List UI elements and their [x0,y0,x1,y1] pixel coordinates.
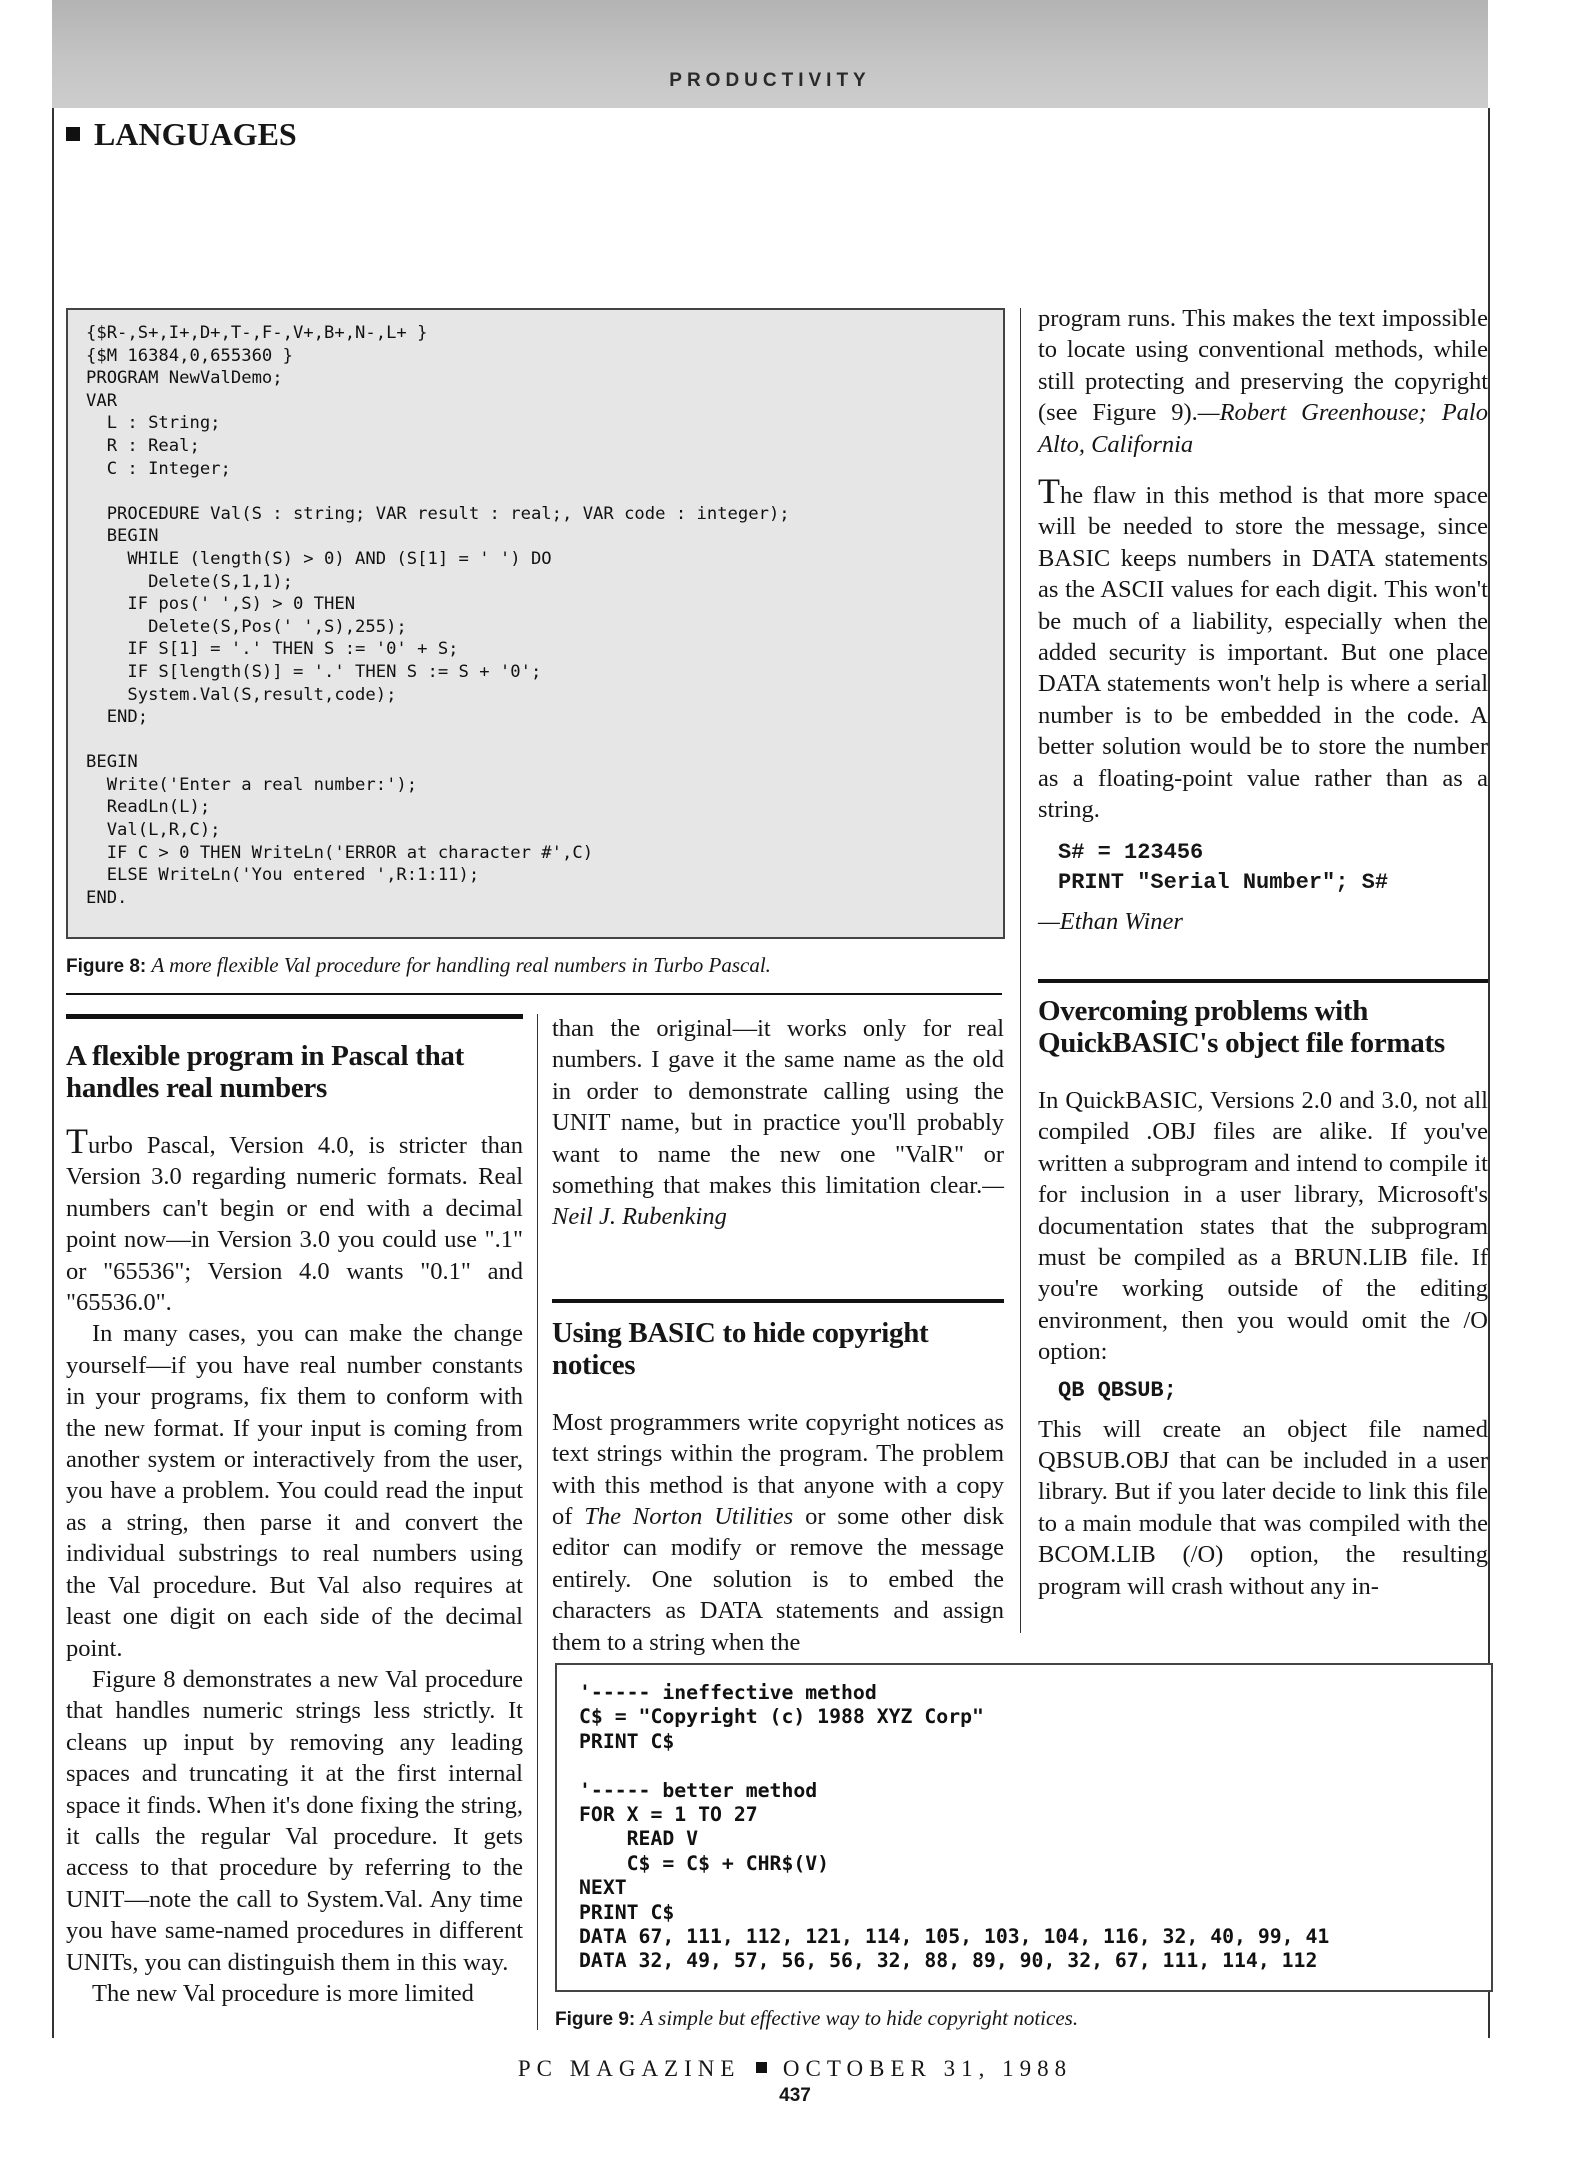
figure-8-code-listing [66,308,1005,939]
figure-8-rule [66,993,1002,995]
qb-command-code: QB QBSUB; [1058,1377,1177,1403]
paragraph [1038,471,1488,825]
figure-8-code: {$R-,S+,I+,D+,T-,F-,V+,B+,N-,L+ } {$M 16384,0,655360 } PROGRAM NewValDemo; VAR L : String; R : Real; C : Integer; PROCEDURE Val(S : string; VAR result : real;, VAR code : integer); BEGIN WHILE (length(S) > 0) AND (S[1] = ' ') DO Delete(S,1,1); IF pos(' ',S) > 0 THEN Delete(S,Pos(' ',S),255); IF S[1] = '.' THEN S := '0' + S; IF S[length(S)] = '.' THEN S := S + '0'; System.Val(S,result,code); END; BEGIN Write('Enter a real number:'); ReadLn(L); Val(L,R,C); IF C > 0 THEN WriteLn('ERROR at character #',C) ELSE WriteLn('You entered ',R:1:11); END. [86,323,790,908]
figure-8-caption [66,953,771,978]
left-margin-rule [52,108,54,2038]
paragraph-text: or some other disk editor can modify or remove the message entirely. One solution is to embed the characters as DATA statements and assign them to a string when the [552,1503,1004,1656]
paragraph: In many cases, you can make the change yourself—if you have real number constants in your programs, fix them to conform with the new format. If your input is coming from another system or interactively from the user, you have a problem. You could read the input as a string, then parse it and convert the individual substrings to real numbers using the Val procedure. But Val also requires at least one digit on each side of the decimal point. [66,1320,523,1662]
figure-9-caption [555,2006,1078,2031]
figure-8-caption-label: Figure 8: [66,956,147,977]
byline: —Ethan Winer [1038,907,1183,935]
article-right-column [1038,303,1488,1602]
paragraph [552,1407,1004,1658]
drop-cap: T [66,1121,88,1161]
paragraph [66,1121,523,1318]
paragraph: In QuickBASIC, Versions 2.0 and 3.0, not all compiled .OBJ files are alike. If you've written a subprogram and intend to compile it for inclusion in a user library, Microsoft's documentation states that the subprogram must be compiled as a BRUN.LIB file. If you're working outside of the editing environment, then you would omit the /O option: [1038,1086,1488,1366]
section-banner [52,0,1488,108]
paragraph: The new Val procedure is more limited [92,1979,474,2007]
col2-heading-rule [552,1299,1004,1303]
paragraph-text: Most programmers write copyright notices as text strings within the program. The problem with this method is that anyone with a copy of [552,1408,1004,1531]
figure-9-caption-text: A simple but effective way to hide copyright notices. [640,2006,1079,2030]
byline: —Neil J. Rubenking [552,1172,1004,1231]
paragraph-text: program runs. This makes the text impossible to locate using conventional methods, while still protecting and preserving the copyright (see Figure 9). [1038,305,1488,427]
bullet-square [66,127,80,141]
page-footer [0,2056,1590,2082]
column-rule-1 [537,1014,538,2030]
paragraph [1038,303,1488,460]
figure-9-caption-label: Figure 9: [555,2009,636,2030]
issue-date: OCTOBER 31, 1988 [782,2056,1073,2081]
article-heading-basic: Using BASIC to hide copyright notices [552,1316,929,1381]
page-number: 437 [779,2085,811,2106]
byline: —Robert Greenhouse; Palo Alto, California [1038,399,1488,458]
paragraph: This will create an object file named QBSUB.OBJ that can be included in a user library. But if you later decide to link this file to a main module that was compiled with the BCOM.LIB (/O) option, the resulting program will crash without any in- [1038,1415,1488,1600]
paragraph: Figure 8 demonstrates a new Val procedure that handles numeric strings less strictly. It cleans up input by removing any leading spaces and truncating it at the first internal space it finds. When it's done fixing the string, it calls the regular Val procedure. It gets access to that procedure by referring to the UNIT—note the call to System.Val. Any time you have same-named procedures in different UNITs, you can distinguish them in this way. [66,1665,523,1976]
magazine-name: PC MAGAZINE [517,2056,741,2081]
article-basic-copyright-column [552,1013,1004,1658]
figure-9-code-listing [555,1663,1493,1992]
drop-cap: T [1038,471,1060,512]
banner-title: PRODUCTIVITY [669,70,871,91]
column-rule-2 [1020,308,1021,1633]
paragraph-text: than the original—it works only for real numbers. I gave it the same name as the old in order to demonstrate calling using the UNIT name, but in practice you'll probably want to name the new one "ValR" or something that makes this limitation clear. [552,1015,1004,1200]
section-label [66,116,297,153]
article-heading-quickbasic: Overcoming problems with QuickBASIC's object file formats [1038,994,1445,1059]
serial-number-code: S# = 123456 PRINT "Serial Number"; S# [1058,839,1389,895]
figure-9-code: '----- ineffective method C$ = "Copyright (c) 1988 XYZ Corp" PRINT C$ '----- better method FOR X = 1 TO 27 READ V C$ = C$ + CHR$(V) NEXT PRINT C$ DATA 67, 111, 112, 121, 114, 105, 103, 104, 116, 32, 40, 99, 41 DATA 32, 49, 57, 56, 56, 32, 88, 89, 90, 32, 67, 111, 114, 112 [579,1681,1330,1973]
footer-bullet [756,2062,767,2073]
paragraph-text: urbo Pascal, Version 4.0, is stricter than Version 3.0 regarding numeric formats. Real numbers can't begin or end with a decimal point now—in Version 3.0 you could use ".1" or "65536"; Version 4.0 wants "0.1" and "65536.0". [66,1132,523,1317]
paragraph-text: he flaw in this method is that more space will be needed to store the message, since BASIC keeps numbers in DATA statements as the ASCII values for each digit. This won't be much of a liability, especially when the added security is important. But one place DATA statements won't help is where a serial number is to be embedded in the code. A better solution would be to store the number as a floating-point value rather than as a string. [1038,482,1488,824]
col3-heading-rule [1038,979,1488,983]
section-label-text: LANGUAGES [94,116,297,152]
title-italic: The Norton Utilities [584,1503,794,1531]
figure-8-caption-text: A more flexible Val procedure for handling real numbers in Turbo Pascal. [151,953,771,977]
paragraph [552,1013,1004,1233]
article-heading-pascal: A flexible program in Pascal that handles real numbers [66,1040,464,1104]
col1-heading-rule [66,1014,523,1019]
article-pascal-column [66,1040,523,2009]
